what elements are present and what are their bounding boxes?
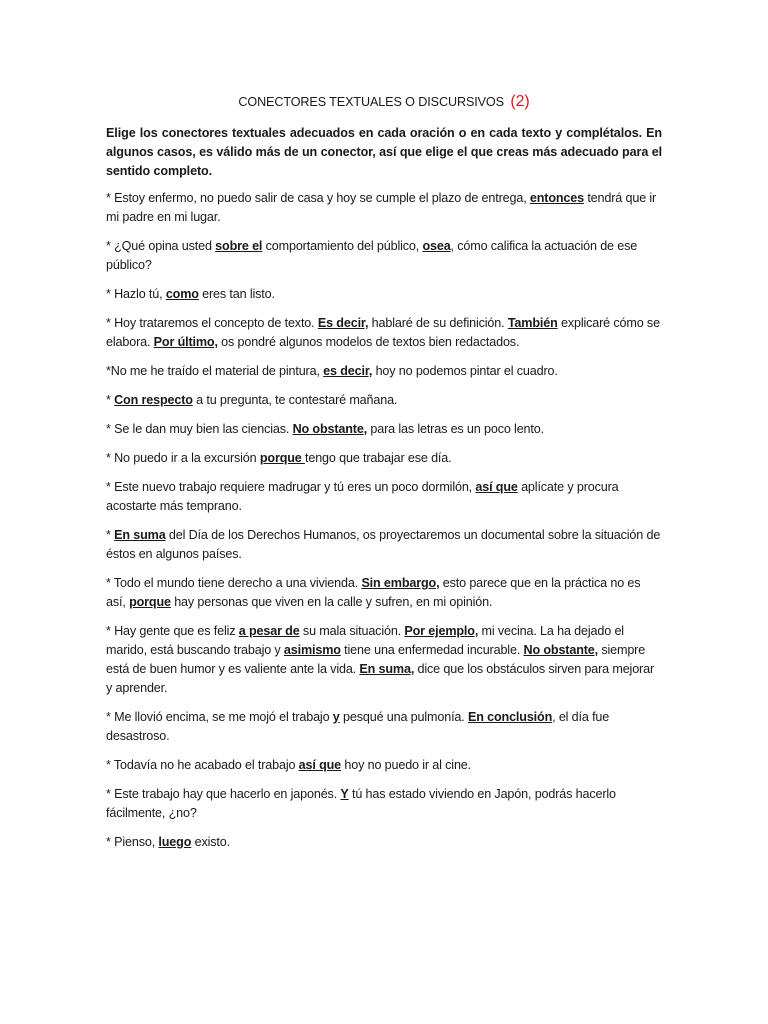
sentence-text: aplícate y procura acostarte más temprano.: [106, 480, 619, 513]
sentence-text: * Este nuevo trabajo requiere madrugar y tú eres un poco dormilón,: [106, 480, 476, 494]
exercise-item: [106, 285, 662, 304]
sentence-text: hay personas que viven en la calle y sufren, en mi opinión.: [170, 595, 493, 609]
sentence-text: hoy no puedo ir al cine.: [341, 758, 472, 772]
connector-word: a pesar de: [238, 624, 300, 638]
connector-word: En suma: [114, 528, 166, 542]
sentence-text: * Hazlo tú,: [106, 287, 166, 301]
connector-word: asimismo: [283, 643, 341, 657]
page-title-text: CONECTORES TEXTUALES O DISCURSIVOS: [238, 95, 504, 109]
connector-word: luego: [158, 835, 192, 849]
sentence-text: *No me he traído el material de pintura,: [106, 364, 324, 378]
sentence-text: * Todo el mundo tiene derecho a una vivienda.: [106, 576, 362, 590]
sentence-text: hoy no podemos pintar el cuadro.: [372, 364, 558, 378]
exercise-item: [106, 574, 662, 612]
sentence-text: * Pienso,: [106, 835, 159, 849]
exercise-item: [106, 833, 662, 852]
exercise-item: [106, 314, 662, 352]
sentence-text: su mala situación.: [299, 624, 405, 638]
connector-word: así que: [298, 758, 342, 772]
sentence-text: * Estoy enfermo, no puedo salir de casa y hoy se cumple el plazo de entrega,: [106, 191, 530, 205]
exercise-item: [106, 526, 662, 564]
connector-word: es decir,: [323, 364, 373, 378]
exercise-item: [106, 362, 662, 381]
connector-word: entonces: [529, 191, 584, 205]
sentence-text: a tu pregunta, te contestaré mañana.: [192, 393, 398, 407]
sentence-text: tiene una enfermedad incurable.: [340, 643, 524, 657]
sentence-text: *: [106, 393, 115, 407]
exercise-list: [106, 189, 662, 852]
sentence-text: * Todavía no he acabado el trabajo: [106, 758, 299, 772]
connector-word: porque: [129, 595, 171, 609]
connector-word: Por ejemplo,: [404, 624, 479, 638]
connector-word: No obstante,: [523, 643, 598, 657]
document-page: [106, 92, 662, 862]
exercise-item: [106, 449, 662, 468]
connector-word: Y: [340, 787, 349, 801]
sentence-text: * Se le dan muy bien las ciencias.: [106, 422, 293, 436]
connector-word: osea: [422, 239, 451, 253]
connector-word: así que: [475, 480, 518, 494]
page-title: [106, 92, 662, 112]
page-title-number: (2): [510, 93, 530, 110]
exercise-item: [106, 237, 662, 275]
exercise-item: [106, 189, 662, 227]
sentence-text: * Me llovió encima, se me mojó el trabajo: [106, 710, 333, 724]
exercise-item: [106, 756, 662, 775]
exercise-item: [106, 391, 662, 410]
sentence-text: comportamiento del público,: [262, 239, 423, 253]
sentence-text: tendrá que ir mi padre en mi lugar.: [106, 191, 657, 224]
sentence-text: pesqué una pulmonía.: [339, 710, 468, 724]
sentence-text: siempre está de buen humor y es valiente ante la vida.: [106, 643, 646, 676]
exercise-item: [106, 785, 662, 823]
sentence-text: *: [106, 528, 115, 542]
sentence-text: hablaré de su definición.: [368, 316, 508, 330]
sentence-text: , el día fue desastroso.: [106, 710, 610, 743]
connector-word: y: [332, 710, 340, 724]
sentence-text: existo.: [191, 835, 230, 849]
connector-word: En conclusión: [468, 710, 553, 724]
sentence-text: * Este trabajo hay que hacerlo en japonés.: [106, 787, 341, 801]
sentence-text: tú has estado viviendo en Japón, podrás hacerlo fácilmente, ¿no?: [106, 787, 616, 820]
sentence-text: dice que los obstáculos sirven para mejorar y aprender.: [106, 662, 654, 695]
connector-word: No obstante,: [292, 422, 368, 436]
sentence-text: tengo que trabajar ese día.: [305, 451, 452, 465]
sentence-text: esto parece que en la práctica no es así,: [106, 576, 641, 609]
connector-word: Por último,: [153, 335, 218, 349]
sentence-text: del Día de los Derechos Humanos, os proyectaremos un documental sobre la situación de éstos en algunos países.: [106, 528, 661, 561]
sentence-text: explicaré cómo se elabora.: [106, 316, 660, 349]
connector-word: En suma,: [359, 662, 415, 676]
connector-word: como: [165, 287, 199, 301]
connector-word: Sin embargo,: [361, 576, 440, 590]
sentence-text: eres tan listo.: [198, 287, 275, 301]
connector-word: sobre el: [215, 239, 263, 253]
exercise-item: [106, 622, 662, 698]
exercise-item: [106, 708, 662, 746]
connector-word: Con respecto: [114, 393, 193, 407]
exercise-item: [106, 420, 662, 439]
sentence-text: * Hay gente que es feliz: [106, 624, 239, 638]
connector-word: También: [507, 316, 558, 330]
sentence-text: mi vecina. La ha dejado el marido, está buscando trabajo y: [106, 624, 624, 657]
connector-word: porque: [259, 451, 305, 465]
sentence-text: * No puedo ir a la excursión: [106, 451, 260, 465]
sentence-text: , cómo califica la actuación de ese público?: [106, 239, 638, 272]
sentence-text: os pondré algunos modelos de textos bien redactados.: [217, 335, 520, 349]
exercise-item: [106, 478, 662, 516]
sentence-text: * Hoy trataremos el concepto de texto.: [106, 316, 318, 330]
sentence-text: * ¿Qué opina usted: [106, 239, 216, 253]
connector-word: Es decir,: [317, 316, 369, 330]
sentence-text: para las letras es un poco lento.: [367, 422, 544, 436]
instructions-paragraph: Elige los conectores textuales adecuados en cada oración o en cada texto y complétalos. En algunos casos, es válido más de un conector, así que elige el que creas más adecuado para el sentido completo.: [106, 126, 662, 178]
